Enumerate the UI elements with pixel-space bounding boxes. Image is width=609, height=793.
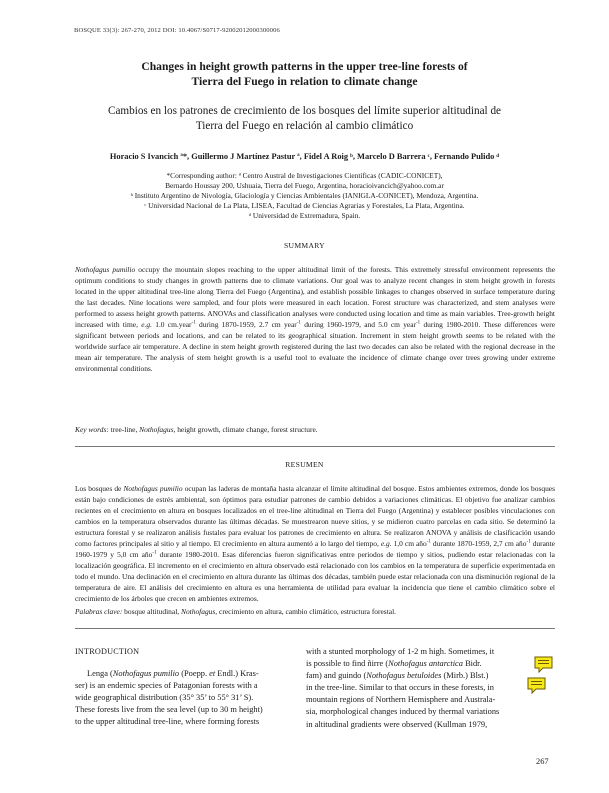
article-subtitle <box>60 104 549 133</box>
keywords-text: bosque altitudinal, <box>122 607 181 616</box>
note-shape <box>535 657 552 672</box>
species-name: Nothofagus antarctica <box>388 659 463 669</box>
summary-heading: SUMMARY <box>284 241 325 250</box>
text-run: Bidr. <box>462 659 482 669</box>
summary-keywords <box>75 424 555 435</box>
eg-abbrev: e.g. <box>141 320 152 329</box>
superscript: -1 <box>191 320 196 326</box>
superscript: -1 <box>526 539 531 545</box>
resumen-text-part: durante 1960-1979 y 5,0 cm año <box>75 539 555 559</box>
affiliation-line: ᶜ Universidad Nacional de La Plata, LISEA, Facultad de Ciencias Agrarias y Forestales, La Plata, Argentina. <box>144 201 465 210</box>
affiliation-line: *Corresponding author: ª Centro Austral de Investigaciones Científicas (CADIC-CONICET), <box>166 171 443 180</box>
keywords-label: Key words: <box>75 425 109 434</box>
text-run: Endl.) Kras- <box>215 669 259 679</box>
resumen-text-part: Los bosques de <box>75 484 124 493</box>
intro-left-column <box>75 646 311 729</box>
article-title <box>60 59 549 89</box>
text-run: (Poepp. <box>179 669 210 679</box>
divider <box>75 628 555 629</box>
summary-text-part: occupy the mountain slopes reaching to the upper altitudinal limit of the forests. This extremely stressful environment represents the optimum conditions to study changes in growth patterns due to climate variations. Our goal was to analyze recent changes in stem height growth in forests located in the upper altitudinal tree-line along Tierra del Fuego (Argentina), and establish possible linkages to changes observed in surface temperature during the last decades. Nine locations were sampled, and four plots were measured in each location. Forest structure was characterized, and stem analyses were performed to assess height growth patterns. ANOVAs and classification analyses were conducted using location and time as main variables. Tree-growth height increased with time, <box>75 265 556 329</box>
resumen-keywords <box>75 606 555 617</box>
subtitle-line: Tierra del Fuego en relación al cambio climático <box>195 119 414 132</box>
resumen-text-part: ocupan las laderas de montaña hasta alcanzar el límite altitudinal del bosque. Estos ambientes extremos, donde los bosques están bajo condiciones de estrés ambiental, son óptimos para estudiar patrones de cambio debidos a variaciones climáticas. El objetivo fue analizar cambios recientes en el crecimiento en altura en bosques localizados en el tree-line altitudinal en Tierra del Fuego (Argentina) y establecer posibles vinculaciones con cambios en la temperatura observados durante las últimas décadas. Se muestrearon nueve sitios, y se midieron cuatro parcelas en cada sitio. Se determinó la estructura forestal y se realizaron análisis fustales para evaluar los patrones de crecimiento en altura. Se realizaron ANOVA y análisis de clasificación usando como factores principales al sitio y al tiempo. El crecimiento en altura aumentó a lo largo del tiempo, <box>75 484 555 548</box>
species-name: Nothofagus betuloides <box>366 671 442 681</box>
keywords-text: crecimiento en altura, cambio climático, estructura forestal. <box>217 607 396 616</box>
summary-text <box>75 264 555 374</box>
text-run: (Mirb.) Blst.) <box>441 671 489 681</box>
text-line <box>75 668 311 680</box>
affiliation-line: ᵈ Universidad de Extremadura, Spain. <box>248 211 361 220</box>
superscript: -1 <box>426 539 431 545</box>
text-run: is possible to find ñirre ( <box>306 659 389 669</box>
intro-paragraph <box>75 668 311 728</box>
keywords-text: height growth, climate change, forest structure. <box>175 425 318 434</box>
affiliation-line: Bernardo Houssay 200, Ushuaia, Tierra del Fuego, Argentina, horacioivancich@yahoo.com.ar <box>165 181 444 190</box>
summary-text-part: 1.0 cm.year <box>151 320 192 329</box>
keywords-genus: Nothofagus, <box>139 425 176 434</box>
text-line <box>306 658 555 670</box>
page-number: 267 <box>536 757 549 766</box>
summary-text-part: during 1980-2010. These differences were significant between periods and locations, and can be related to its geographical situation. Increment in stem height growth seems to be related with the worldwide surface air temperature. A decline in stem height growth registered during the last two decades can also be related with the regional decrease in the mean air temperature. The analysis of stem height growth is a useful tool to evaluate the incidence of climate change over trees growing under extreme environmental conditions. <box>75 320 556 373</box>
note-icon <box>527 677 546 694</box>
superscript: -1 <box>152 550 157 556</box>
resumen-text <box>75 483 555 604</box>
keywords-label: Palabras clave: <box>75 607 123 616</box>
text-run: Lenga ( <box>87 669 113 679</box>
text-line: ser) is an endemic species of Patagonian forests with a <box>75 681 258 691</box>
text-line: to the upper altitudinal tree-line, where forming forests <box>75 717 260 727</box>
text-line: in altitudinal gradients were observed (Kullman 1979, <box>306 719 488 729</box>
running-head: BOSQUE 33(3): 267-270, 2012 DOI: 10.4067/S0717-92002012000300006 <box>74 27 280 34</box>
title-line: Tierra del Fuego in relation to climate change <box>191 75 418 88</box>
superscript: -1 <box>296 320 301 326</box>
title-line: Changes in height growth patterns in the upper tree-line forests of <box>141 60 468 73</box>
keywords-genus: Nothofagus, <box>180 607 218 616</box>
introduction-heading: INTRODUCTION <box>75 647 140 656</box>
text-run: fam) and guindo ( <box>306 671 367 681</box>
species-name: Nothofagus pumilio <box>75 265 136 274</box>
note-shape <box>528 678 545 693</box>
summary-text-part: during 1870-1959, 2.7 cm year <box>195 320 297 329</box>
resumen-text-part: 1,0 cm año <box>391 539 427 548</box>
text-line: in the tree-line. Similar to that occurs in these forests, in <box>306 683 494 693</box>
species-name: Nothofagus pumilio <box>112 669 180 679</box>
superscript: -1 <box>416 320 421 326</box>
affiliations <box>60 171 549 221</box>
summary-text-part: during 1960-1979, and 5.0 cm year <box>300 320 416 329</box>
text-line: with a stunted morphology of 1-2 m high. Sometimes, it <box>306 647 495 656</box>
text-line: wide geographical distribution (35° 35’ to 55° 31’ S). <box>75 693 254 703</box>
resumen-heading: RESUMEN <box>285 460 324 469</box>
species-name: Nothofagus pumilio <box>123 484 183 493</box>
resumen-text-part: durante 1870-1959, 2,7 cm año <box>430 539 527 548</box>
subtitle-line: Cambios en los patrones de crecimiento de los bosques del límite superior altitudinal de <box>107 105 502 117</box>
text-run: et <box>209 669 216 679</box>
text-line <box>306 670 555 682</box>
intro-right-column <box>306 646 555 731</box>
text-line: mountain regions of Northern Hemisphere and Australa- <box>306 695 496 705</box>
eg-abbrev: e.g. <box>380 539 392 548</box>
text-line: These forests live from the sea level (up to 30 m height) <box>75 705 263 715</box>
note-annotation-icon[interactable] <box>534 656 553 673</box>
resumen-text-part: durante 1980-2010. Esas diferencias fueron significativas entre periodos de tiempo y sitios, pudiendo estar relacionadas con la localización geográfica. El incremento en el crecimiento en altura observado está relacionado con los cambios en la temperatura de superficie experimentada en todo el mundo. Una declinación en el crecimiento en altura durante las últimas dos décadas, también puede estar relacionada con una disminución regional de la temperatura de aire. El análisis del crecimiento en altura es una herramienta de utilidad para evaluar la incidencia que tiene el cambio climático sobre el crecimiento de los árboles que crecen en ambientes extremos. <box>75 550 555 603</box>
affiliation-line: ᵇ Instituto Argentino de Nivología, Glaciología y Ciencias Ambientales (IANIGLA-CONICET), Mendoza, Argentina. <box>130 191 479 200</box>
note-annotation-icon[interactable] <box>527 677 546 694</box>
note-icon <box>534 656 553 673</box>
divider <box>75 446 555 447</box>
author-list: Horacio S Ivancich ª*, Guillermo J Martínez Pastur ª, Fidel A Roig ᵇ, Marcelo D Barrera ᶜ, Fernando Pulido ᵈ <box>109 152 500 161</box>
keywords-text: tree-line, <box>108 425 140 434</box>
text-line: sia, morphological changes induced by thermal variations <box>306 707 500 717</box>
